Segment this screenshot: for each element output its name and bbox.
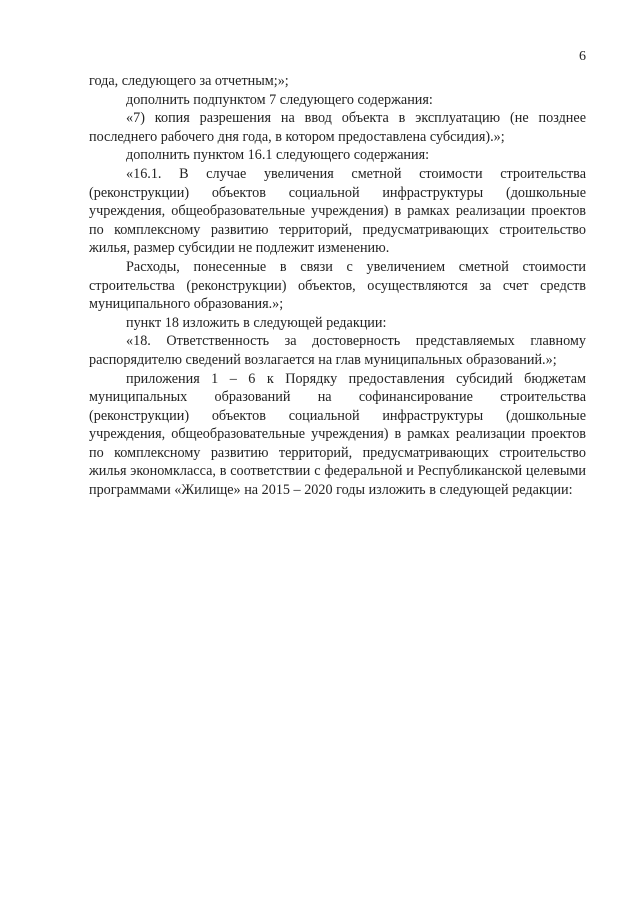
paragraph-add-subitem-7: дополнить подпунктом 7 следующего содержания: (126, 91, 433, 108)
paragraph-appendices: приложения 1 – 6 к Порядку предоставления субсидий бюджетам муниципальных образований на софинансирование строительства (реконструкции) объектов социальной инфраструктуры (дошкольные учреждения, общеобразовательные учреждения) в рамках реализации проектов по комплексному развитию территорий, предусматривающих строительство жилья экономкласса, в соответствии с федеральной и Республиканской целевыми программами «Жилище» на 2015 – 2020 годы изложить в следующей редакции: (89, 370, 586, 499)
paragraph-add-item-16-1: дополнить пунктом 16.1 следующего содержания: (126, 147, 430, 164)
paragraph-expenses: Расходы, понесенные в связи с увеличением сметной стоимости строительства (реконструкции) объектов, осуществляются за счет средств муниципального образования.»; (89, 258, 586, 313)
paragraph-item-18-text: «18. Ответственность за достоверность представляемых главному распорядителю сведений возлагается на глав муниципальных образований.»; (89, 333, 586, 368)
paragraph-subitem-7-text: «7) копия разрешения на ввод объекта в эксплуатацию (не позднее последнего рабочего дня года, в котором предоставлена субсидия).»; (89, 110, 586, 145)
document-body (89, 72, 586, 500)
paragraph-continuation: года, следующего за отчетным;»; (89, 73, 289, 89)
page-number: 6 (579, 49, 586, 64)
paragraph-item-16-1-text: «16.1. В случае увеличения сметной стоимости строительства (реконструкции) объектов социальной инфраструктуры (дошкольные учреждения, общеобразовательные учреждения) в рамках реализации проектов по комплексному развитию территорий, предусматривающих строительство жилья, размер субсидии не подлежит изменению. (89, 165, 586, 257)
paragraph-item-18-intro: пункт 18 изложить в следующей редакции: (126, 314, 387, 331)
